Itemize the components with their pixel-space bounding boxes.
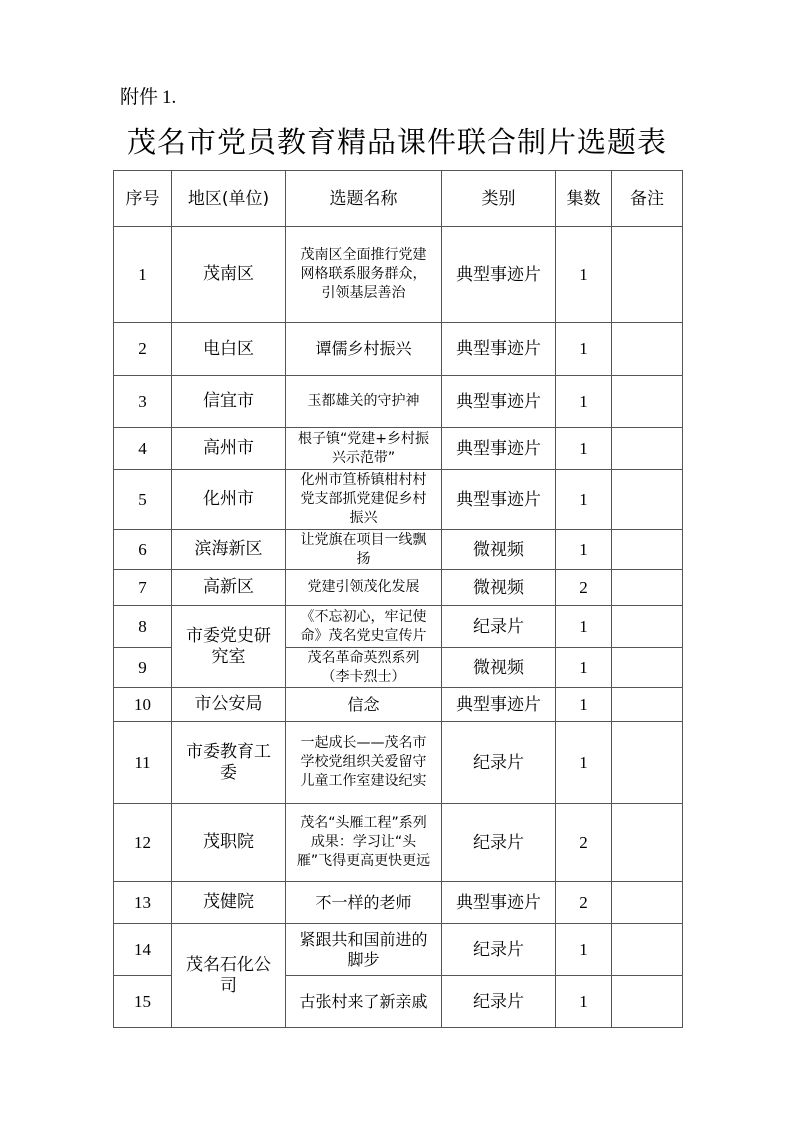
- cell-episodes: 1: [556, 470, 612, 530]
- cell-category: 纪录片: [442, 924, 556, 976]
- header-topic: 选题名称: [286, 171, 442, 227]
- cell-remark: [612, 976, 683, 1028]
- cell-category: 微视频: [442, 570, 556, 606]
- cell-region: 茂名石化公司: [172, 924, 286, 1028]
- header-no: 序号: [114, 171, 172, 227]
- cell-remark: [612, 530, 683, 570]
- table-row: [114, 882, 683, 924]
- topic-table: [113, 170, 683, 1028]
- table-row: [114, 804, 683, 882]
- cell-topic: 茂南区全面推行党建网格联系服务群众，引领基层善治: [286, 227, 442, 323]
- cell-remark: [612, 722, 683, 804]
- cell-topic: 化州市笪桥镇柑村村党支部抓党建促乡村振兴: [286, 470, 442, 530]
- cell-remark: [612, 470, 683, 530]
- cell-no: 14: [114, 924, 172, 976]
- cell-region: 茂职院: [172, 804, 286, 882]
- cell-topic: 不一样的老师: [286, 882, 442, 924]
- annex-text: 附件: [120, 86, 159, 108]
- cell-category: 纪录片: [442, 804, 556, 882]
- cell-category: 微视频: [442, 530, 556, 570]
- cell-topic: 党建引领茂化发展: [286, 570, 442, 606]
- cell-remark: [612, 376, 683, 428]
- cell-no: 15: [114, 976, 172, 1028]
- cell-no: 1: [114, 227, 172, 323]
- cell-no: 7: [114, 570, 172, 606]
- cell-episodes: 1: [556, 976, 612, 1028]
- cell-episodes: 1: [556, 924, 612, 976]
- cell-no: 11: [114, 722, 172, 804]
- header-remark: 备注: [612, 171, 683, 227]
- cell-category: 纪录片: [442, 606, 556, 648]
- table-row: [114, 924, 683, 976]
- cell-region: 高州市: [172, 428, 286, 470]
- cell-episodes: 1: [556, 606, 612, 648]
- cell-no: 4: [114, 428, 172, 470]
- cell-category: 典型事迹片: [442, 227, 556, 323]
- cell-episodes: 1: [556, 227, 612, 323]
- cell-no: 3: [114, 376, 172, 428]
- cell-topic: 紧跟共和国前进的脚步: [286, 924, 442, 976]
- cell-episodes: 2: [556, 882, 612, 924]
- cell-remark: [612, 606, 683, 648]
- cell-no: 8: [114, 606, 172, 648]
- cell-remark: [612, 570, 683, 606]
- header-category: 类别: [442, 171, 556, 227]
- table-row: [114, 722, 683, 804]
- cell-remark: [612, 227, 683, 323]
- cell-episodes: 1: [556, 428, 612, 470]
- cell-category: 纪录片: [442, 976, 556, 1028]
- cell-remark: [612, 688, 683, 722]
- table-row: [114, 376, 683, 428]
- cell-topic: 一起成长——茂名市学校党组织关爱留守儿童工作室建设纪实: [286, 722, 442, 804]
- cell-topic: 茂名“头雁工程”系列成果：学习让“头雁”飞得更高更快更远: [286, 804, 442, 882]
- page-title: 茂名市党员教育精品课件联合制片选题表: [126, 125, 667, 159]
- cell-episodes: 1: [556, 530, 612, 570]
- cell-region: 市公安局: [172, 688, 286, 722]
- cell-topic: 古张村来了新亲戚: [286, 976, 442, 1028]
- cell-episodes: 2: [556, 570, 612, 606]
- cell-region: 化州市: [172, 470, 286, 530]
- cell-region: 滨海新区: [172, 530, 286, 570]
- cell-episodes: 1: [556, 722, 612, 804]
- table-row: [114, 227, 683, 323]
- cell-episodes: 1: [556, 323, 612, 376]
- cell-no: 10: [114, 688, 172, 722]
- cell-category: 典型事迹片: [442, 428, 556, 470]
- cell-region: 信宜市: [172, 376, 286, 428]
- cell-category: 典型事迹片: [442, 882, 556, 924]
- cell-category: 纪录片: [442, 722, 556, 804]
- annex-label: [120, 82, 176, 109]
- cell-remark: [612, 428, 683, 470]
- cell-category: 典型事迹片: [442, 688, 556, 722]
- cell-category: 微视频: [442, 648, 556, 688]
- cell-no: 2: [114, 323, 172, 376]
- table-row: [114, 323, 683, 376]
- header-row: [114, 171, 683, 227]
- cell-topic: 玉都雄关的守护神: [286, 376, 442, 428]
- table-row: [114, 428, 683, 470]
- cell-region: 茂健院: [172, 882, 286, 924]
- cell-remark: [612, 924, 683, 976]
- cell-region: 市委教育工委: [172, 722, 286, 804]
- cell-remark: [612, 882, 683, 924]
- cell-no: 9: [114, 648, 172, 688]
- cell-episodes: 2: [556, 804, 612, 882]
- table-row: [114, 530, 683, 570]
- cell-region: 高新区: [172, 570, 286, 606]
- cell-no: 5: [114, 470, 172, 530]
- cell-episodes: 1: [556, 648, 612, 688]
- cell-region: 茂南区: [172, 227, 286, 323]
- cell-remark: [612, 804, 683, 882]
- cell-remark: [612, 323, 683, 376]
- cell-topic: 谭儒乡村振兴: [286, 323, 442, 376]
- cell-episodes: 1: [556, 376, 612, 428]
- cell-category: 典型事迹片: [442, 376, 556, 428]
- table-row: [114, 470, 683, 530]
- cell-topic: 茂名革命英烈系列（李卡烈士）: [286, 648, 442, 688]
- cell-topic: 让党旗在项目一线飘扬: [286, 530, 442, 570]
- header-region: 地区(单位): [172, 171, 286, 227]
- table-row: [114, 606, 683, 648]
- cell-category: 典型事迹片: [442, 470, 556, 530]
- header-episodes: 集数: [556, 171, 612, 227]
- cell-no: 6: [114, 530, 172, 570]
- table-row: [114, 688, 683, 722]
- cell-remark: [612, 648, 683, 688]
- cell-topic: 《不忘初心，牢记使命》茂名党史宣传片: [286, 606, 442, 648]
- cell-region: 市委党史研究室: [172, 606, 286, 688]
- cell-category: 典型事迹片: [442, 323, 556, 376]
- annex-number: 1.: [162, 87, 177, 108]
- cell-topic: 信念: [286, 688, 442, 722]
- cell-region: 电白区: [172, 323, 286, 376]
- cell-no: 12: [114, 804, 172, 882]
- cell-topic: 根子镇“党建+乡村振兴示范带”: [286, 428, 442, 470]
- cell-episodes: 1: [556, 688, 612, 722]
- table-row: [114, 570, 683, 606]
- cell-no: 13: [114, 882, 172, 924]
